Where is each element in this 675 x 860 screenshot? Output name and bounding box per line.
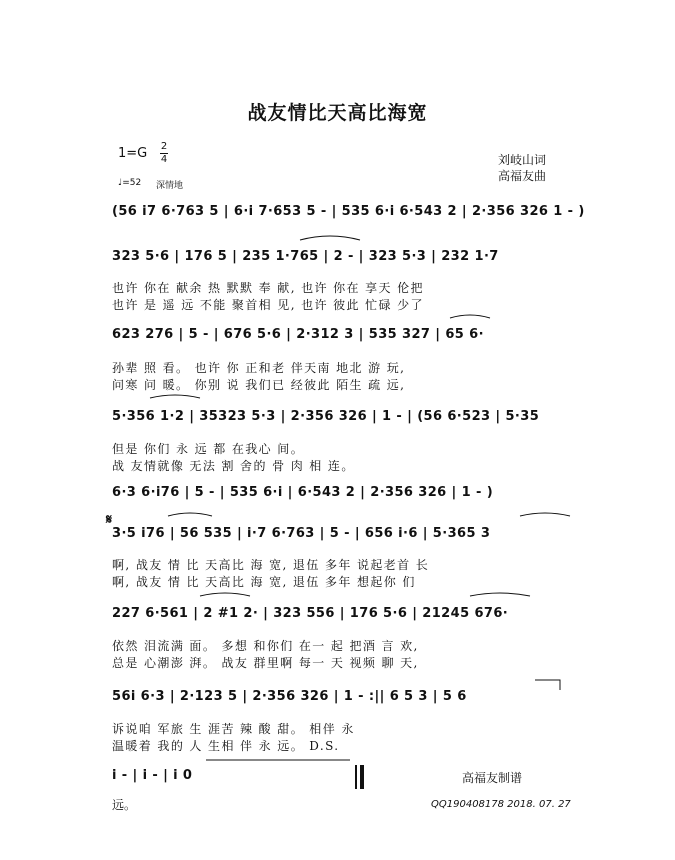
lyric-row-4-verse-2: 战 友情就像 无法 割 舍的 骨 肉 相 连。 [112,459,355,473]
score-row-6-notes: 3·5 i76 | 56 535 | i·7 6·763 | 5 - | 656 i·6 | 5·365 3 [112,526,491,541]
slur-arc [200,593,250,596]
score-row-7-notes: 227 6·561 | 2 #1 2· | 323 556 | 176 5·6 | 21245 676· [112,606,509,621]
lyric-row-4-verse-1: 但是 你们 永 远 都 在我心 间。 [112,442,305,456]
credits [498,152,546,184]
lyric-row-8-verse-2: 温暖着 我的 人 生相 伴 永 远。 D.S. [112,739,340,753]
lyric-row-2-verse-2: 也许 是 遥 远 不能 聚首相 见, 也许 彼此 忙碌 少了 [112,298,424,312]
arranger-signature: QQ190408178 2018. 07. 27 [431,799,571,810]
score-row-1-notes: (56 i7 6·763 5 | 6·i 7·653 5 - | 535 6·i 6·543 2 | 2·356 326 1 - ) [112,204,585,219]
final-barline-thin [355,765,357,789]
slur-arc [150,395,200,398]
score-row-4-notes: 5·356 1·2 | 35323 5·3 | 2·356 326 | 1 - | (56 6·523 | 5·35 [112,409,540,424]
lyric-row-8-verse-1: 诉说咱 军旅 生 涯苦 辣 酸 甜。 相伴 永 [112,722,355,736]
composer: 高福友曲 [498,169,547,183]
volta-bracket [535,680,560,690]
expression-marking: 深情地 [156,181,184,191]
time-signature-bottom: 4 [160,154,168,165]
final-barline-thick [360,765,364,789]
score-row-2-notes: 323 5·6 | 176 5 | 235 1·765 | 2 - | 323 5·3 | 232 1·7 [112,249,499,264]
time-signature-top: 2 [160,141,168,152]
lyric-row-3-verse-2: 问寒 问 暖。 你别 说 我们已 经彼此 陌生 疏 远, [112,378,406,392]
slur-arc [470,593,530,596]
segno-sign: 𝄋 [106,512,113,528]
slur-arc [300,236,360,240]
score-row-9-notes: i - | i - | i 0 [112,768,193,783]
lyric-row-3-verse-1: 孙辈 照 看。 也许 你 正和老 伴天南 地北 游 玩, [112,361,406,375]
lyric-row-6-verse-2: 啊, 战友 情 比 天高比 海 宽, 退伍 多年 想起你 们 [112,575,416,589]
lyric-row-7-verse-2: 总是 心潮澎 湃。 战友 群里啊 每一 天 视频 聊 天, [112,656,419,670]
lyricist: 刘岐山词 [498,153,547,167]
slur-arc [520,513,570,516]
lyric-row-7-verse-1: 依然 泪流满 面。 多想 和你们 在一 起 把酒 言 欢, [112,639,419,653]
lyric-row-9: 远。 [112,798,137,812]
score-row-8-notes: 56i 6·3 | 2·123 5 | 2·356 326 | 1 - :|| 6 5 3 | 5 6 [112,689,467,704]
song-title: 战友情比天高比海宽 [247,102,428,124]
score-row-5-notes: 6·3 6·i76 | 5 - | 535 6·i | 6·543 2 | 2·356 326 | 1 - ) [112,485,494,500]
lyric-row-6-verse-1: 啊, 战友 情 比 天高比 海 宽, 退伍 多年 说起老首 长 [112,558,430,572]
slur-arc [450,315,490,318]
score-row-3-notes: 623 276 | 5 - | 676 5·6 | 2·312 3 | 535 327 | 65 6· [112,327,484,342]
key-signature: 1=G [118,146,148,161]
slur-arc [168,513,212,516]
arranger-credit: 高福友制谱 [462,771,523,785]
tempo-marking: ♩=52 [118,178,142,188]
time-signature [160,142,168,165]
lyric-row-2-verse-1: 也许 你在 献余 热 默默 奉 献, 也许 你在 享天 伦把 [112,281,424,295]
